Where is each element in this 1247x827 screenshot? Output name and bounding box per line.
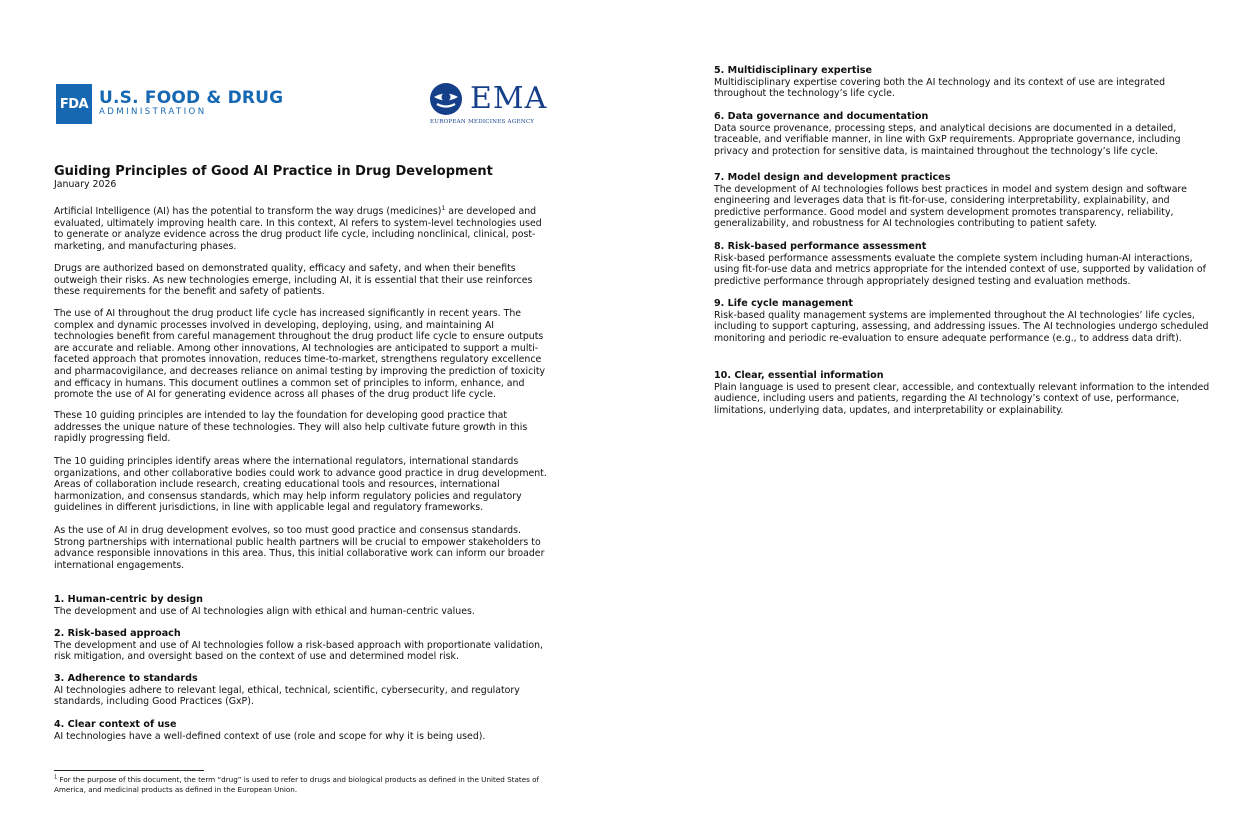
principle-title: 1. Human-centric by design — [54, 594, 203, 605]
principle-text: Risk-based performance assessments evaluate the complete system including human-AI interactions, using fit-for-use data and metrics appropriate for the intended context of use, supported by validation of predictive performance through appropriately designed testing and evaluation methods. — [714, 252, 1206, 287]
principle-title: 4. Clear context of use — [54, 719, 177, 730]
principle-text: Multidisciplinary expertise covering both the AI technology and its context of use are integrated throughout the technology’s life cycle. — [714, 76, 1166, 100]
fda-subtitle: ADMINISTRATION — [99, 107, 207, 117]
document-date: January 2026 — [54, 179, 117, 190]
principle-8 — [714, 241, 1214, 287]
footnote-text: For the purpose of this document, the term “drug” is used to refer to drugs and biological products as defined in the United States of America, and medicinal products as defined in the European Union. — [54, 775, 540, 794]
fda-wordmark — [99, 89, 283, 117]
ema-wordmark — [470, 81, 548, 116]
page-title: Guiding Principles of Good AI Practice in Drug Development — [54, 164, 493, 179]
principle-title: 6. Data governance and documentation — [714, 111, 929, 122]
principle-title: 2. Risk-based approach — [54, 628, 181, 639]
principle-text: Risk-based quality management systems are implemented throughout the AI technologies’ life cycles, including to support capturing, assessing, and addressing issues. The AI technologies undergo scheduled monitoring and periodic re-evaluation to ensure adequate performance (e.g., to address data drift). — [714, 309, 1209, 344]
ema-logo — [429, 82, 465, 120]
principle-text: The development and use of AI technologies align with ethical and human-centric values. — [54, 605, 475, 617]
principle-5 — [714, 65, 1214, 100]
fda-badge: FDA — [56, 84, 92, 124]
principle-text: The development of AI technologies follows best practices in model and system design and software engineering and leverages data that is fit-for-use, considering interpretability, explainability, and predictive performance. Good model and system development promotes transparency, reliability, generalizability, and robustness for AI technologies contributing to patient safety. — [714, 183, 1187, 230]
principle-6 — [714, 111, 1214, 157]
principle-text: AI technologies have a well-defined context of use (role and scope for why it is being used). — [54, 730, 486, 742]
principle-3 — [54, 673, 552, 708]
principle-4 — [54, 719, 552, 742]
principle-10 — [714, 370, 1214, 416]
footnote-divider — [54, 770, 204, 771]
principle-text: The development and use of AI technologies follow a risk-based approach with proportionate validation, risk mitigation, and oversight based on the context of use and determined model risk. — [54, 639, 544, 663]
footnote — [54, 775, 552, 794]
principle-text: Plain language is used to present clear, accessible, and contextually relevant information to the intended audience, including users and patients, regarding the AI technology’s context of use, performance, limitations, underlying data, updates, and interpretability or explainability. — [714, 381, 1210, 416]
principle-text: Data source provenance, processing steps, and analytical decisions are documented in a detailed, traceable, and verifiable manner, in line with GxP requirements. Appropriate governance, including privacy and protection for sensitive data, is maintained throughout the technology’s life cycle. — [714, 122, 1181, 157]
intro-p1-text-a: Artificial Intelligence (AI) has the potential to transform the way drugs (medicines) — [54, 206, 442, 217]
principle-title: 9. Life cycle management — [714, 298, 853, 309]
fda-logo — [56, 84, 92, 124]
principle-title: 10. Clear, essential information — [714, 370, 884, 381]
intro-paragraph-4: These 10 guiding principles are intended to lay the foundation for developing good practice that addresses the unique nature of these technologies. They will also help cultivate future growth in this rapidly progressing field. — [54, 410, 528, 445]
ema-word: EMA — [470, 81, 548, 116]
footnote-ref: 1 — [441, 204, 446, 212]
principle-title: 3. Adherence to standards — [54, 673, 198, 684]
footnote-mark: 1 — [54, 774, 58, 781]
principle-9 — [714, 298, 1214, 344]
intro-p1-text-b: are developed and evaluated, ultimately improving health care. In this context, AI refers to system-level technologies used to generate or analyze evidence across the drug product life cycle, including nonclinical, clinical, post-marketing, and manufacturing phases. — [54, 206, 542, 252]
principle-title: 5. Multidisciplinary expertise — [714, 65, 873, 76]
principle-7 — [714, 172, 1214, 230]
principle-text: AI technologies adhere to relevant legal, ethical, technical, scientific, cybersecurity, and regulatory standards, including Good Practices (GxP). — [54, 684, 520, 708]
ema-emblem-icon — [429, 82, 465, 116]
ema-subtitle: EUROPEAN MEDICINES AGENCY — [430, 119, 535, 125]
principle-2 — [54, 628, 552, 663]
intro-paragraph-2: Drugs are authorized based on demonstrated quality, efficacy and safety, and when their benefits outweigh their risks. As new technologies emerge, including AI, it is essential that their use reinforces these requirements for the benefit and safety of patients. — [54, 263, 533, 298]
intro-paragraph-1 — [54, 206, 552, 252]
principle-title: 8. Risk-based performance assessment — [714, 241, 927, 252]
intro-paragraph-3: The use of AI throughout the drug product life cycle has increased significantly in recent years. The complex and dynamic processes involved in developing, deploying, using, and maintaining AI technologies benefit from careful management throughout the drug product life cycle to ensure outputs are accurate and reliable. Among other innovations, AI technologies are anticipated to support a multi-faceted approach that promotes innovation, reduces time-to-market, strengthens regulatory excellence and pharmacovigilance, and decreases reliance on animal testing by improving the prediction of toxicity and efficacy in humans. This document outlines a common set of principles to inform, enhance, and promote the use of AI for generating evidence across all phases of the drug product life cycle. — [54, 308, 546, 401]
principle-title: 7. Model design and development practices — [714, 172, 951, 183]
intro-paragraph-6: As the use of AI in drug development evolves, so too must good practice and consensus standards. Strong partnerships with international public health partners will be crucial to empower stakeholders to advance responsible innovations in this area. Thus, this initial collaborative work can inform our broader international engagements. — [54, 525, 545, 571]
intro-paragraph-5: The 10 guiding principles identify areas where the international regulators, international standards organizations, and other collaborative bodies could work to advance good practice in drug development. Areas of collaboration include research, creating educational tools and resources, international harmonization, and consensus standards, which may help inform regulatory policies and regulatory guidelines in different jurisdictions, in line with applicable legal and regulatory frameworks. — [54, 456, 547, 514]
principle-1 — [54, 594, 552, 617]
document-header — [54, 164, 552, 191]
fda-name: U.S. FOOD & DRUG — [99, 88, 284, 108]
